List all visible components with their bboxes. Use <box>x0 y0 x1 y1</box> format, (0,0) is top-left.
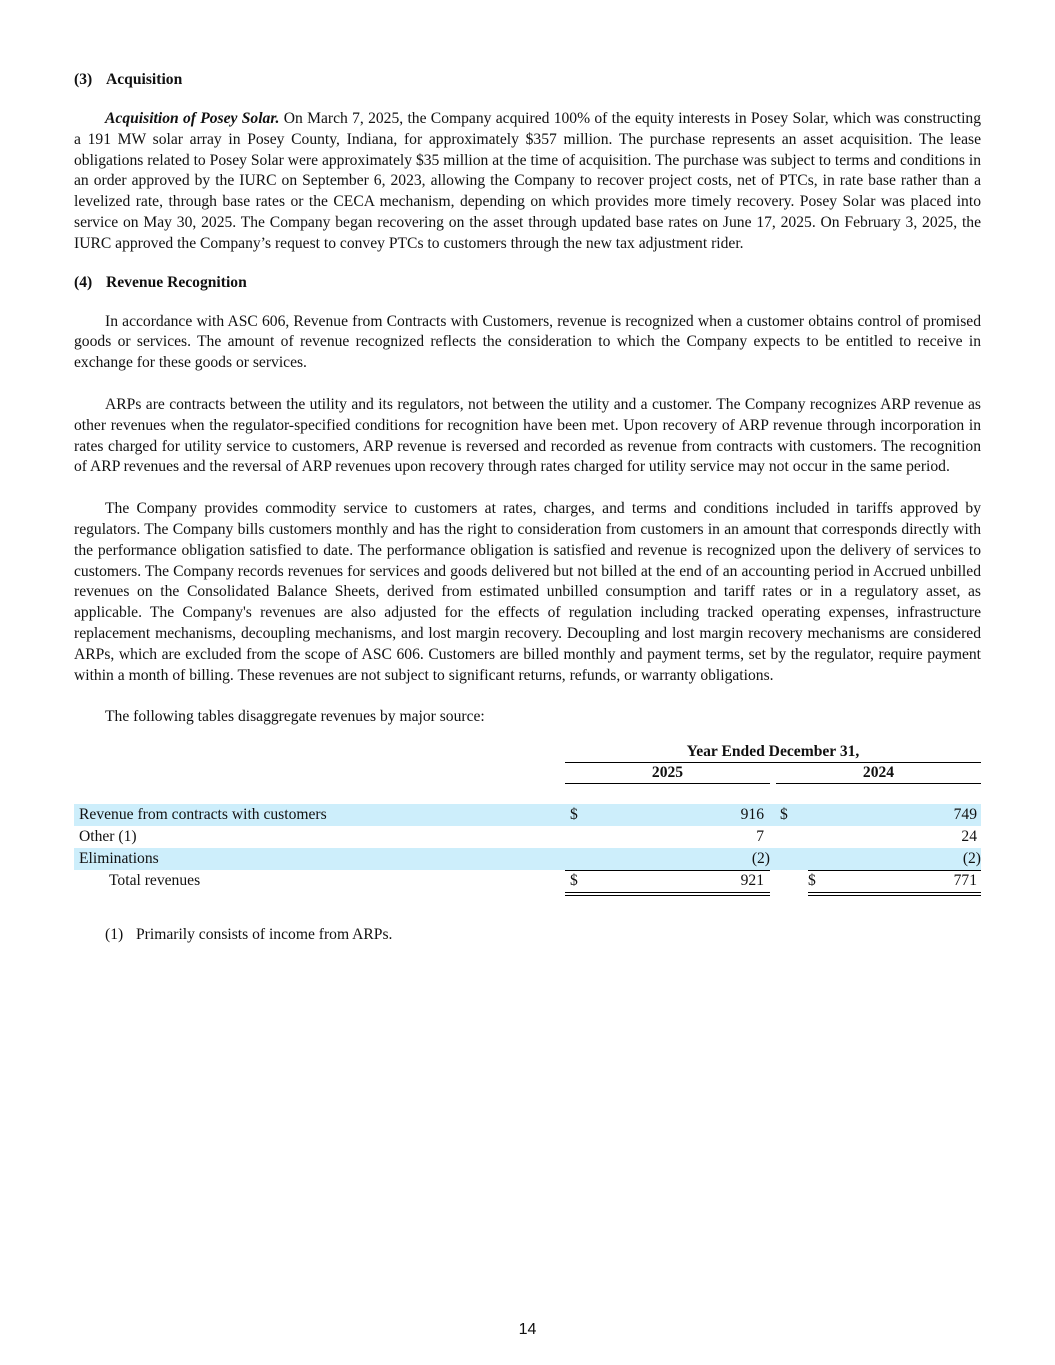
footnote-number: (1) <box>105 926 124 944</box>
document-page <box>74 68 981 944</box>
total-row <box>74 870 981 892</box>
revenue-table <box>74 742 981 944</box>
total-cell-2025 <box>565 870 770 896</box>
acquisition-body: On March 7, 2025, the Company acquired 100% of the equity interests in Posey Solar, which was constructing a 191 MW solar array in Posey County, Indiana, for approximately $357 million. The purchase represents an asset acquisition. The lease obligations related to Posey Solar were approximately $35 million at the time of acquisition. The purchase was subject to terms and conditions in an order approved by the IURC on September 6, 2023, allowing the Company to recover project costs, net of PTCs, in rate base rather than a levelized rate, through base rates or the CECA mechanism, depending on which provides more timely recovery. Posey Solar was placed into service on May 30, 2025. The Company began recovering on the asset through updated base rates on June 17, 2025. On February 3, 2025, the IURC approved the Company’s request to convey PTCs to customers through the new tax adjustment rider. <box>74 110 981 252</box>
row-label: Total revenues <box>109 872 201 890</box>
currency-symbol: $ <box>808 872 816 890</box>
column-header-2024: 2024 <box>776 763 981 784</box>
section-3-title: Acquisition <box>106 71 183 88</box>
period-header: Year Ended December 31, <box>565 742 981 763</box>
value-2025: 916 <box>740 806 764 824</box>
row-label: Other (1) <box>79 828 137 846</box>
value-2024: 749 <box>953 806 977 824</box>
value-2024: 24 <box>961 828 977 846</box>
row-label: Revenue from contracts with customers <box>79 806 327 824</box>
page-number: 14 <box>518 1321 537 1338</box>
currency-symbol: $ <box>570 806 578 824</box>
currency-symbol: $ <box>570 872 578 890</box>
revenue-paragraph-3: The Company provides commodity service to customers at rates, charges, and terms and conditions included in tariffs approved by regulators. The Company bills customers monthly and has the right to consideration from customers in an amount that corresponds directly with the performance obligation satisfied to date. The performance obligation is satisfied and revenue is recognized upon the delivery of services to customers. The Company records revenues for services and goods delivered but not billed at the end of an accounting period in Accrued unbilled revenues on the Consolidated Balance Sheets, derived from estimated unbilled consumption and tariff rates or in a regulatory asset, as applicable. The Company's revenues are also adjusted for the effects of regulation including tracked operating expenses, infrastructure replacement mechanisms, decoupling mechanisms, and lost margin recovery. Decoupling and lost margin recovery mechanisms are considered ARPs, which are excluded from the scope of ASC 606. Customers are billed monthly and payment terms, set by the regulator, require payment within a month of billing. These revenues are not subject to significant returns, refunds, or warranty obligations. <box>74 500 981 684</box>
section-4-heading <box>74 271 981 295</box>
revenue-paragraph-2: ARPs are contracts between the utility and its regulators, not between the utility and a customer. The Company recognizes ARP revenue as other revenues when the regulator-specified conditions for recognition have been met. Upon recovery of ARP revenue through incorporation in rates charged for utility service to customers, ARP revenue is reversed and recorded as revenue from contracts with customers. The recognition of ARP revenues and the reversal of ARP revenues upon recovery through rates charged for utility service may not occur in the same period. <box>74 395 981 476</box>
value-2025: 921 <box>740 872 764 890</box>
table-row <box>74 848 981 870</box>
table-footnote <box>105 925 392 945</box>
value-2025: (2) <box>751 850 770 868</box>
table-row <box>74 804 981 826</box>
value-2025: 7 <box>756 828 764 846</box>
section-4-number: (4) <box>74 273 93 291</box>
section-3-number: (3) <box>74 71 93 88</box>
table-row <box>74 826 981 848</box>
value-2024: 771 <box>953 872 977 890</box>
currency-symbol: $ <box>780 806 788 824</box>
table-intro: The following tables disaggregate revenues by major source: <box>105 708 485 726</box>
section-3-heading <box>74 68 981 92</box>
revenue-paragraph-1: In accordance with ASC 606, Revenue from Contracts with Customers, revenue is recognized when a customer obtains control of promised goods or services. The amount of revenue recognized reflects the consideration to which the Company expects to be entitled to receive in exchange for these goods or services. <box>74 312 981 372</box>
row-label: Eliminations <box>79 850 159 868</box>
acquisition-paragraph <box>74 109 981 255</box>
column-header-2025: 2025 <box>565 763 770 784</box>
section-4-title: Revenue Recognition <box>106 273 247 291</box>
value-2024: (2) <box>962 850 981 868</box>
acquisition-lead: Acquisition of Posey Solar. <box>105 110 280 127</box>
footnote-text: Primarily consists of income from ARPs. <box>136 926 393 944</box>
